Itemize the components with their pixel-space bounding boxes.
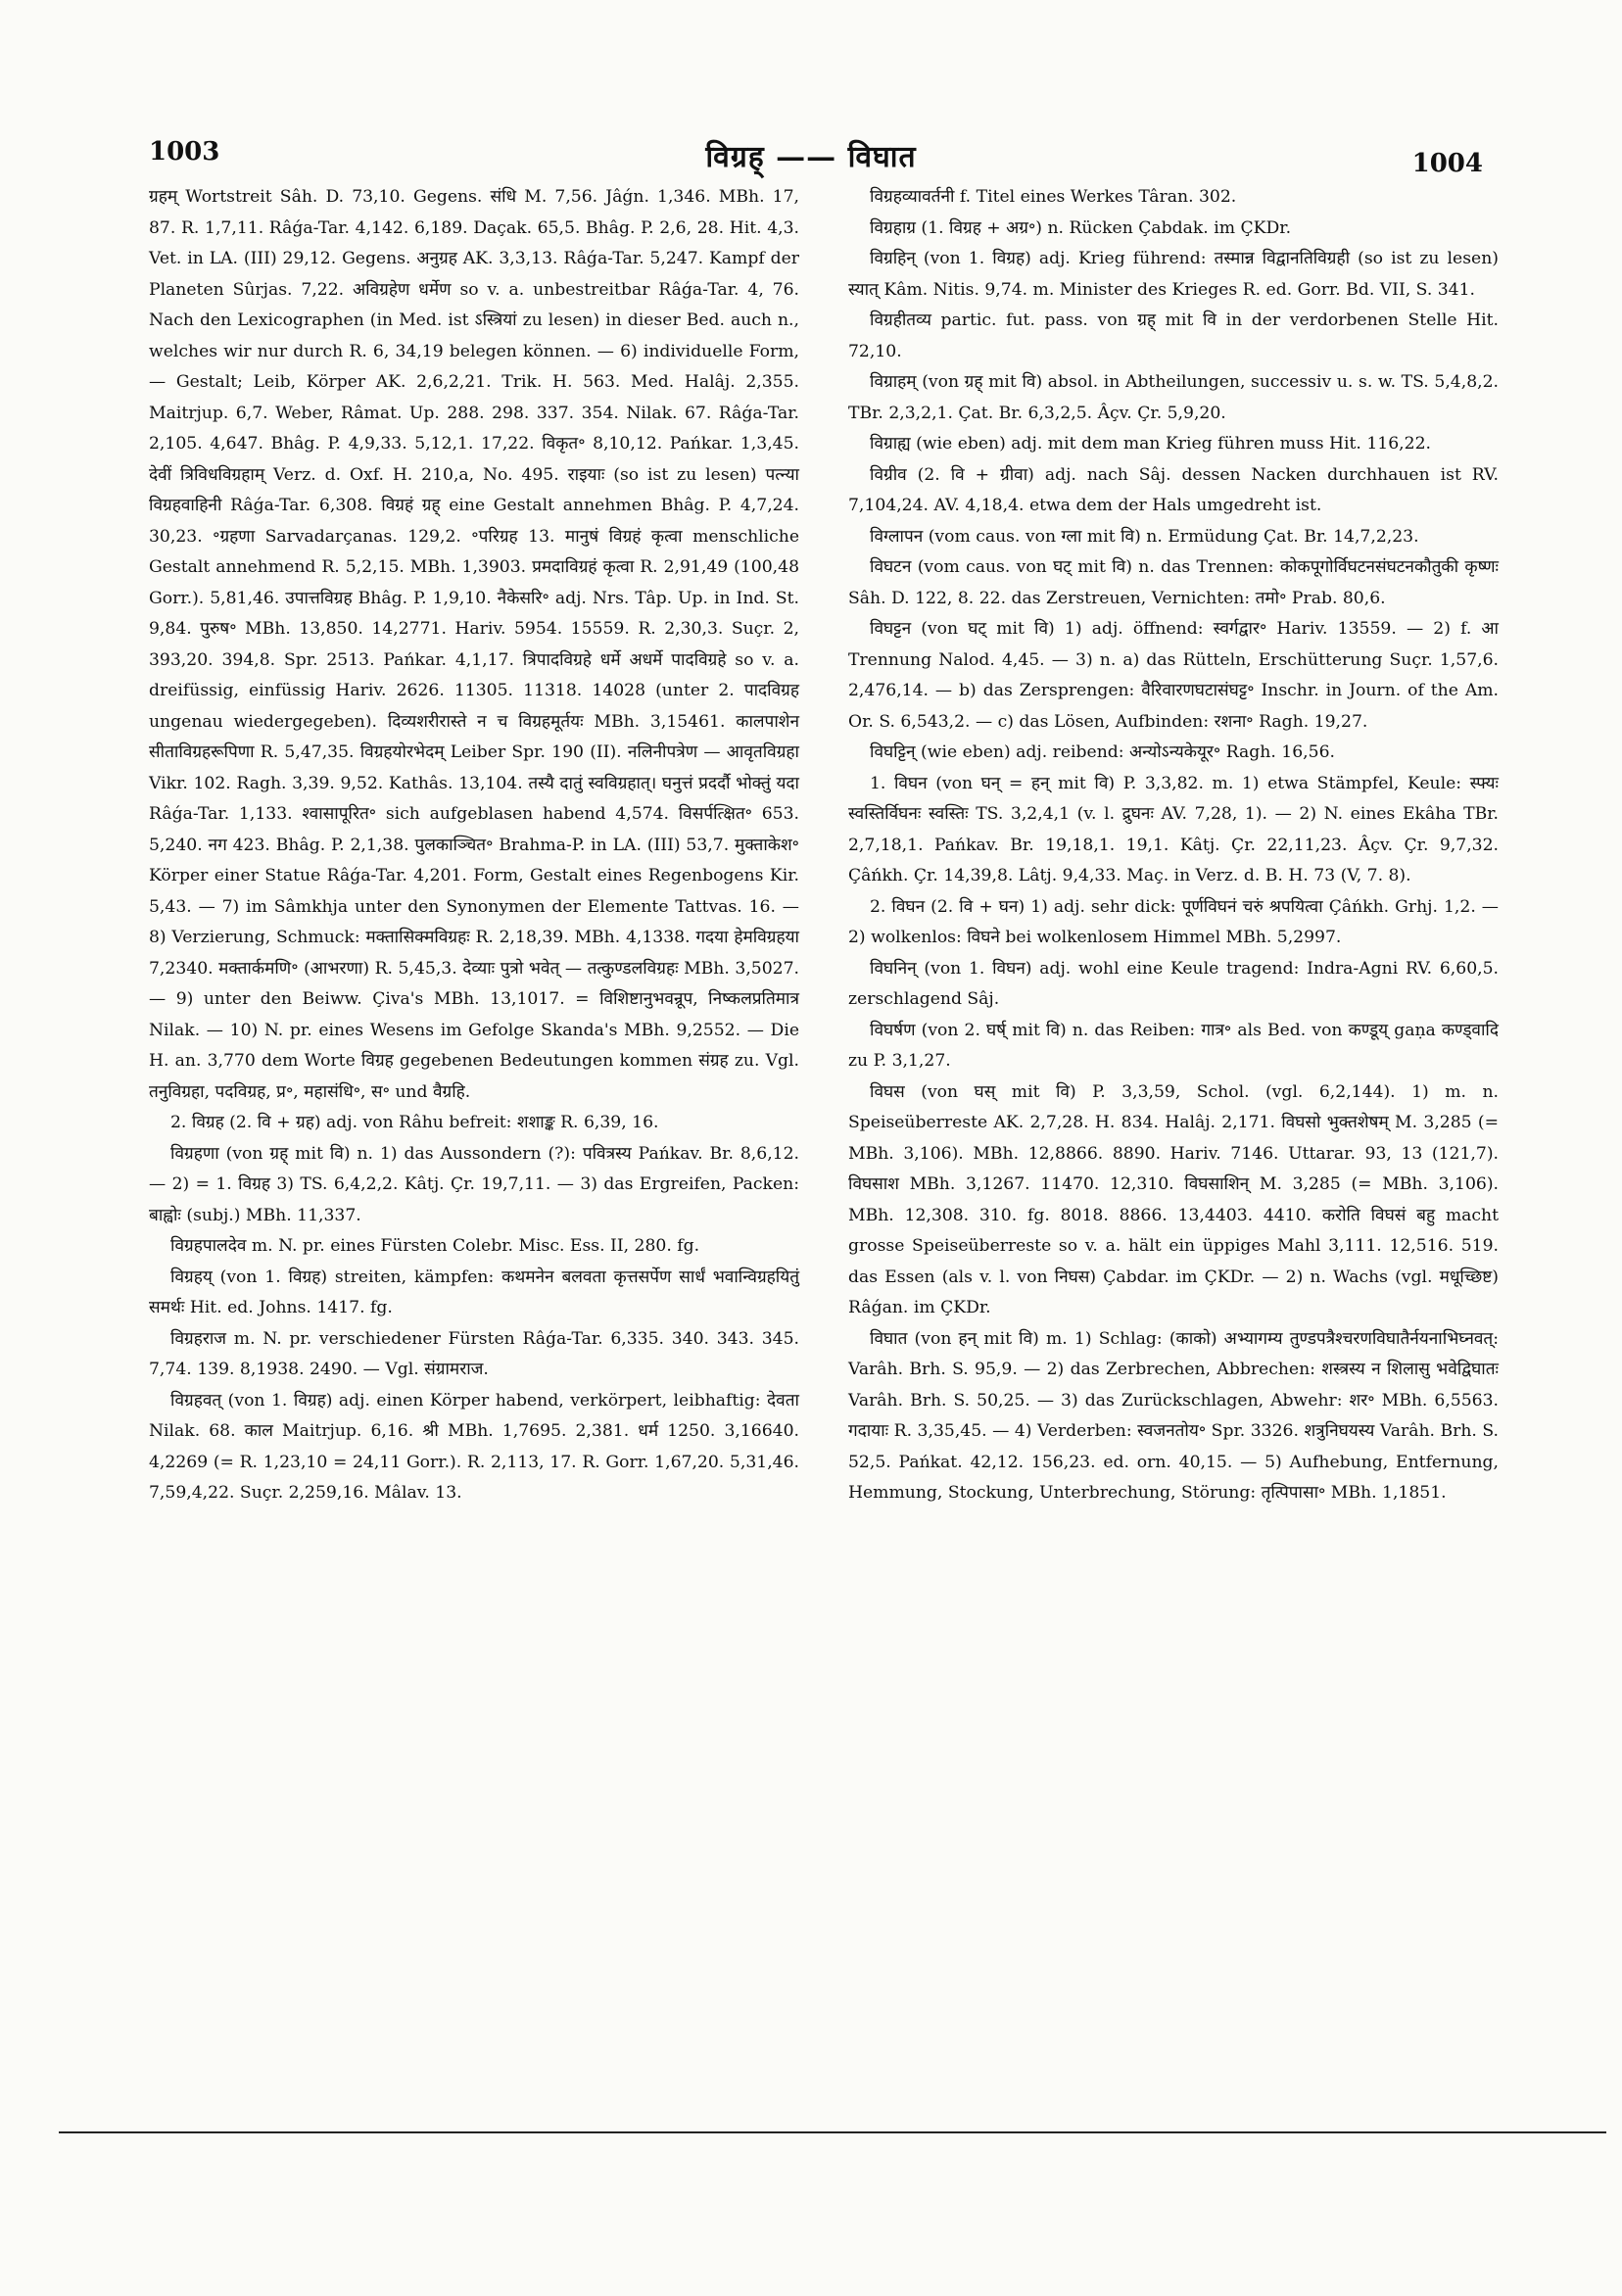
page-number-left: 1003 [149, 137, 220, 167]
page-number-right: 1004 [1411, 149, 1483, 178]
dictionary-entry: विघटन (vom caus. von घट् mit वि) n. das Trennen: कोकपूगोर्विघटनसंघटनकौतुकी कृष्णः Sâh. D. 122, 8. 22. das Zerstreuen, Vernichten: तमो॰ Prab. 80,6. [848, 557, 1499, 608]
dictionary-entry: विग्रहणा (von ग्रह् mit वि) n. 1) das Aussondern (?): पवित्रस्य Pańkav. Br. 8,6,12. — 2) = 1. विग्रह 3) TS. 6,4,2,2. Kâtj. Çr. 19,7,11. — 3) das Ergreifen, Packen: बाह्वोः (subj.) MBh. 11,337. [149, 1143, 799, 1225]
dictionary-entry: विग्रहव्यावर्तनी f. Titel eines Werkes Târan. 302. [870, 187, 1237, 207]
running-header: विग्रह् —— विघात [705, 140, 917, 174]
dictionary-entry: विग्राहम् (von ग्रह् mit वि) absol. in Abtheilungen, successiv u. s. w. TS. 5,4,8,2. TBr. 2,3,2,1. Çat. Br. 6,3,2,5. Âçv. Çr. 5,9,20. [848, 372, 1499, 423]
dictionary-entry: विग्रीव (2. वि + ग्रीवा) adj. nach Sâj. dessen Nacken durchhauen ist RV. 7,104,24. AV. 4,18,4. etwa dem der Hals umgedreht ist. [848, 464, 1499, 515]
dictionary-entry: विग्रहवत् (von 1. विग्रह) adj. einen Körper habend, verkörpert, leibhaftig: देवता Nilak. 68. काल Maitrjup. 6,16. श्री MBh. 1,7695. 2,381. धर्म 1250. 3,16640. 4,2269 (= R. 1,23,10 = 24,11 Gorr.). R. 2,113, 17. R. Gorr. 1,67,20. 5,31,46. 7,59,4,22. Suçr. 2,259,16. Mâlav. 13. [149, 1390, 799, 1503]
dictionary-entry: विघर्षण (von 2. घर्ष् mit वि) n. das Reiben: गात्र॰ als Bed. von कण्डूय् gaṇa कण्ड्वादि zu P. 3,1,27. [848, 1020, 1499, 1071]
dictionary-entry: विग्रहपालदेव m. N. pr. eines Fürsten Colebr. Misc. Ess. II, 280. fg. [170, 1236, 700, 1256]
dictionary-entry: विग्रहिन् (von 1. विग्रह) adj. Krieg führend: तस्मान्न विद्वानतिविग्रही (so ist zu lesen) स्यात् Kâm. Nitis. 9,74. m. Minister des Krieges R. ed. Gorr. Bd. VII, S. 341. [848, 249, 1499, 300]
left-column [149, 182, 799, 1509]
bottom-rule [59, 2131, 1606, 2133]
dictionary-entry: ग्रहम् Wortstreit Sâh. D. 73,10. Gegens. संधि M. 7,56. Jâǵn. 1,346. MBh. 17, 87. R. 1,7,11. Râǵa-Tar. 4,142. 6,189. Daçak. 65,5. Bhâg. P. 2,6, 28. Hit. 4,3. Vet. in LA. (III) 29,12. Gegens. अनुग्रह AK. 3,3,13. Râǵa-Tar. 5,247. Kampf der Planeten Sûrjas. 7,22. अविग्रहेण धर्मेण so v. a. unbestreitbar Râǵa-Tar. 4, 76. Nach den Lexicographen (in Med. ist ऽस्त्रियां zu lesen) in dieser Bed. auch n., welches wir nur durch R. 6, 34,19 belegen können. — 6) individuelle Form, — Gestalt; Leib, Körper AK. 2,6,2,21. Trik. H. 563. Med. Halâj. 2,355. Maitrjup. 6,7. Weber, Râmat. Up. 288. 298. 337. 354. Nilak. 67. Râǵa-Tar. 2,105. 4,647. Bhâg. P. 4,9,33. 5,12,1. 17,22. विकृत॰ 8,10,12. Pańkar. 1,3,45. देवीं त्रिविधविग्रहाम् Verz. d. Oxf. H. 210,a, No. 495. राइयाः (so ist zu lesen) पत्न्या विग्रहवाहिनी Râǵa-Tar. 6,308. विग्रहं ग्रह् eine Gestalt annehmen Bhâg. P. 4,7,24. 30,23. ॰ग्रहणा Sarvadarçanas. 129,2. ॰परिग्रह 13. मानुषं विग्रहं कृत्वा menschliche Gestalt annehmend R. 5,2,15. MBh. 1,3903. प्रमदाविग्रहं कृत्वा R. 2,91,49 (100,48 Gorr.). 5,81,46. उपात्तविग्रह Bhâg. P. 1,9,10. नैकेसरि॰ adj. Nrs. Tâp. Up. in Ind. St. 9,84. पुरुष॰ MBh. 13,850. 14,2771. Hariv. 5954. 15559. R. 2,30,3. Suçr. 2, 393,20. 394,8. Spr. 2513. Pańkar. 4,1,17. त्रिपादविग्रहे धर्मे अधर्मे पादविग्रहे so v. a. dreifüssig, einfüssig Hariv. 2626. 11305. 11318. 14028 (unter 2. पादविग्रह ungenau wiedergegeben). दिव्यशरीरास्ते न च विग्रहमूर्तयः MBh. 3,15461. कालपाशेन सीताविग्रहरूपिणा R. 5,47,35. विग्रहयोरभेदम् Leiber Spr. 190 (II). नलिनीपत्रेण — आवृतविग्रहा Vikr. 102. Ragh. 3,39. 9,52. Kathâs. 13,104. तस्यै दातुं स्वविग्रहात्। घनुत्तं प्रदर्दौ भोक्तुं यदा Râǵa-Tar. 1,133. श्वासापूरित॰ sich aufgeblasen habend 4,574. विसर्पत्क्षित॰ 653. 5,240. नग 423. Bhâg. P. 2,1,38. पुलकाञ्चित॰ Brahma-P. in LA. (III) 53,7. मुक्ताकेश॰ Körper einer Statue Râǵa-Tar. 4,201. Form, Gestalt eines Regenbogens Kir. 5,43. — 7) im Sâmkhja unter den Synonymen der Elemente Tattvas. 16. — 8) Verzierung, Schmuck: मक्तासिक्मविग्रहः R. 2,18,39. MBh. 4,1338. गदया हेमविग्रहया 7,2340. मक्तार्कमणि॰ (आभरणा) R. 5,45,3. देव्याः पुत्रो भवेत् — तत्कुण्डलविग्रहः MBh. 3,5027. — 9) unter den Beiww. Çiva's MBh. 13,1017. = विशिष्टानुभवन्रूप, निष्कलप्रतिमात्र Nilak. — 10) N. pr. eines Wesens im Gefolge Skanda's MBh. 9,2552. — Die H. an. 3,770 dem Worte विग्रह gegebenen Bedeutungen kommen संग्रह zu. Vgl. तनुविग्रहा, पदविग्रह, प्र॰, महासंधि॰, स॰ und वैग्रहि. [149, 187, 799, 1102]
dictionary-entry: विग्रहीतव्य partic. fut. pass. von ग्रह् mit वि in der verdorbenen Stelle Hit. 72,10. [848, 311, 1499, 361]
dictionary-entry: विग्रहराज m. N. pr. verschiedener Fürsten Râǵa-Tar. 6,335. 340. 343. 345. 7,74. 139. 8,1938. 2490. — Vgl. संग्रामराज. [149, 1328, 799, 1379]
dictionary-entry: विघट्टिन् (wie eben) adj. reibend: अन्योऽन्यकेयूर॰ Ragh. 16,56. [870, 742, 1335, 762]
dictionary-entry: 1. विघन (von घन् = हन् mit वि) P. 3,3,82. m. 1) etwa Stämpfel, Keule: स्फ्यः स्वस्तिर्विघनः स्वस्तिः TS. 3,2,4,1 (v. l. द्रुघनः AV. 7,28, 1). — 2) N. eines Ekâha TBr. 2,7,18,1. Pańkav. Br. 19,18,1. 19,1. Kâtj. Çr. 22,11,23. Âçv. Çr. 9,7,32. Çâńkh. Çr. 14,39,8. Lâtj. 9,4,33. Maç. in Verz. d. B. H. 73 (V, 7. 8). [848, 773, 1499, 885]
right-column [848, 182, 1499, 1509]
dictionary-entry: विग्रहाग्र (1. विग्रह + अग्र॰) n. Rücken Çabdak. im ÇKDr. [870, 217, 1292, 238]
dictionary-entry: विघट्टन (von घट् mit वि) 1) adj. öffnend: स्वर्गद्वार॰ Hariv. 13559. — 2) f. आ Trennung Nalod. 4,45. — 3) n. a) das Rütteln, Erschütterung Suçr. 1,57,6. 2,476,14. — b) das Zersprengen: वैरिवारणघटासंघट्ट॰ Inschr. in Journ. of the Am. Or. S. 6,543,2. — c) das Lösen, Aufbinden: रशना॰ Ragh. 19,27. [848, 619, 1499, 732]
dictionary-entry: विघनिन् (von 1. विघन) adj. wohl eine Keule tragend: Indra-Agni RV. 6,60,5. zerschlagend Sâj. [848, 958, 1499, 1009]
dictionary-entry: विग्राह्य (wie eben) adj. mit dem man Krieg führen muss Hit. 116,22. [870, 434, 1431, 454]
dictionary-entry: 2. विग्रह (2. वि + ग्रह) adj. von Râhu befreit: शशाङ्क R. 6,39, 16. [170, 1113, 659, 1132]
dictionary-entry: विग्रहय् (von 1. विग्रह) streiten, kämpfen: कथमनेन बलवता कृत्तसर्पेण सार्धं भवान्विग्रहयितुं समर्थः Hit. ed. Johns. 1417. fg. [149, 1267, 799, 1317]
dictionary-entry: 2. विघन (2. वि + घन) 1) adj. sehr dick: पूर्णविघनं चरुं श्रपयित्वा Çâńkh. Grhj. 1,2. — 2) wolkenlos: विघने bei wolkenlosem Himmel MBh. 5,2997. [848, 896, 1499, 947]
dictionary-entry: विघात (von हन् mit वि) m. 1) Schlag: (काको) अभ्यागम्य तुण्डपत्रैश्चरणविघातैर्नयनाभिघ्नवत्: Varâh. Brh. S. 95,9. — 2) das Zerbrechen, Abbrechen: शस्त्रस्य न शिलासु भवेद्विघातः Varâh. Brh. S. 50,25. — 3) das Zurückschlagen, Abwehr: शर॰ MBh. 6,5563. गदायाः R. 3,35,45. — 4) Verderben: स्वजनतोय॰ Spr. 3326. शत्रुनिघयस्य Varâh. Brh. S. 52,5. Pańkat. 42,12. 156,23. ed. orn. 40,15. — 5) Aufhebung, Entfernung, Hemmung, Stockung, Unterbrechung, Störung: तृत्पिपासा॰ MBh. 1,1851. [848, 1328, 1499, 1503]
dictionary-entry: विग्लापन (vom caus. von ग्ला mit वि) n. Ermüdung Çat. Br. 14,7,2,23. [870, 526, 1419, 547]
dictionary-entry: विघस (von घस् mit वि) P. 3,3,59, Schol. (vgl. 6,2,144). 1) m. n. Speiseüberreste AK. 2,7,28. H. 834. Halâj. 2,171. विघसो भुक्तशेषम् M. 3,285 (= MBh. 3,106). MBh. 12,8866. 8890. Hariv. 7146. Uttarar. 93, 13 (121,7). विघसाश MBh. 3,1267. 11470. 12,310. विघसाशिन् M. 3,285 (= MBh. 3,106). MBh. 12,308. 310. fg. 8018. 8866. 13,4403. 4410. करोति विघसं बहु macht grosse Speiseüberreste so v. a. hält ein üppiges Mahl 3,111. 12,516. 519. das Essen (als v. l. von निघस) Çabdar. im ÇKDr. — 2) n. Wachs (vgl. मधूच्छिष्ट) Râǵan. im ÇKDr. [848, 1081, 1499, 1317]
